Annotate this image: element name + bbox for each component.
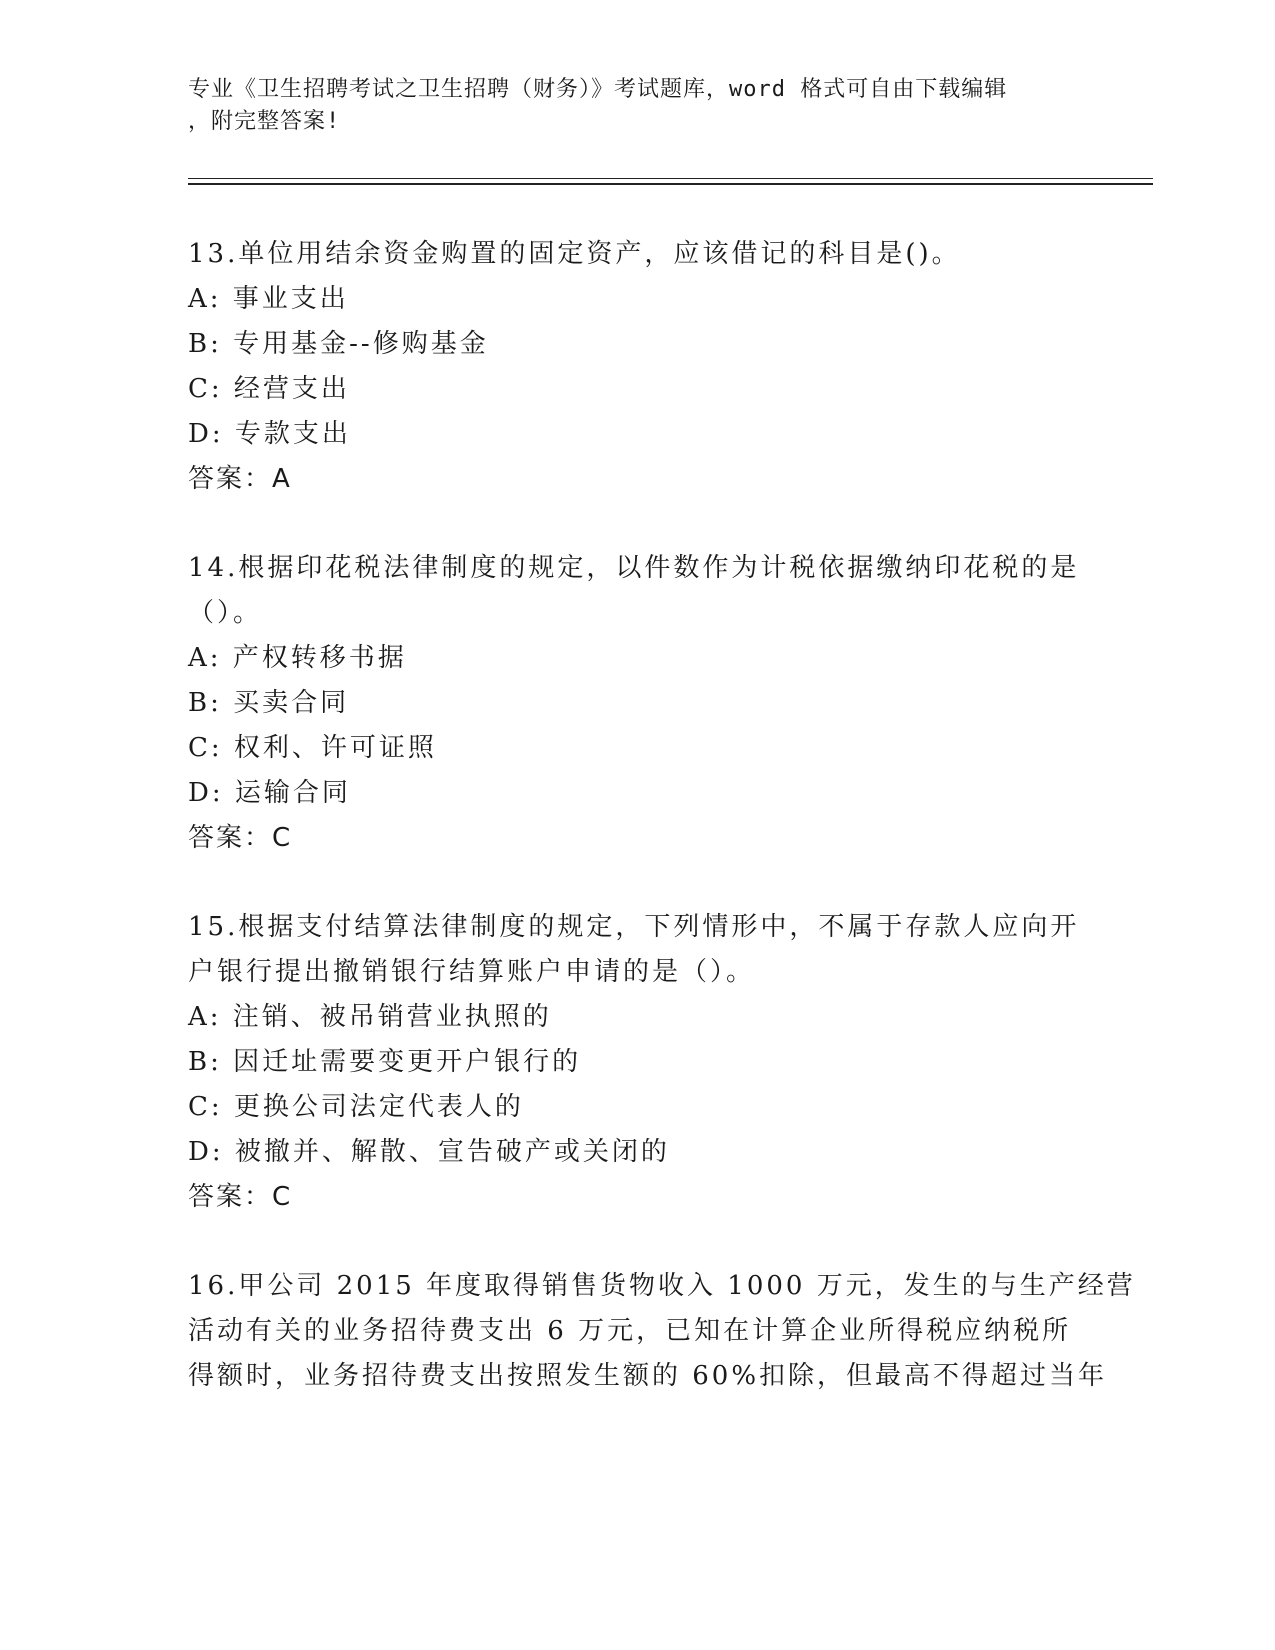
header-line: 专业《卫生招聘考试之卫生招聘（财务）》考试题库，word 格式可自由下载编辑: [188, 77, 1008, 102]
question-text-line: 户银行提出撤销银行结算账户申请的是（）。: [188, 957, 756, 987]
header-line: ，附完整答案!: [188, 109, 341, 134]
question-text: [188, 1264, 1136, 1399]
question-text-line: 活动有关的业务招待费支出 6 万元，已知在计算企业所得税应纳税所: [188, 1316, 1072, 1346]
question-16: [188, 1264, 1136, 1399]
question-14: [188, 546, 1088, 861]
question-13: [188, 232, 1088, 502]
question-text-line: 13.单位用结余资金购置的固定资产，应该借记的科目是()。: [188, 239, 961, 269]
question-text: [188, 546, 1088, 636]
question-15: [188, 905, 1088, 1220]
question-text: [188, 905, 1088, 995]
question-text-line: 14.根据印花税法律制度的规定，以件数作为计税依据缴纳印花税的是: [188, 553, 1080, 583]
option-d: D: 运输合同: [188, 778, 351, 808]
option-b: B: 专用基金--修购基金: [188, 329, 489, 359]
question-text: [188, 232, 1088, 277]
option-d: D: 被撤并、解散、宣告破产或关闭的: [188, 1137, 670, 1167]
option-a: A: 事业支出: [188, 284, 349, 314]
question-text-line: （）。: [188, 598, 263, 628]
answer: 答案：C: [188, 823, 293, 853]
header-divider-thin: [188, 178, 1153, 179]
option-b: B: 买卖合同: [188, 688, 350, 718]
answer: 答案：A: [188, 464, 292, 494]
header-divider-thick: [188, 183, 1153, 185]
option-a: A: 注销、被吊销营业执照的: [188, 1002, 552, 1032]
question-text-line: 得额时，业务招待费支出按照发生额的 60%扣除，但最高不得超过当年: [188, 1361, 1108, 1391]
document-header: [188, 74, 1088, 138]
question-text-line: 15.根据支付结算法律制度的规定，下列情形中，不属于存款人应向开: [188, 912, 1080, 942]
option-c: C: 更换公司法定代表人的: [188, 1092, 524, 1122]
option-c: C: 权利、许可证照: [188, 733, 437, 763]
option-b: B: 因迁址需要变更开户银行的: [188, 1047, 582, 1077]
question-text-line: 16.甲公司 2015 年度取得销售货物收入 1000 万元，发生的与生产经营: [188, 1271, 1136, 1301]
question-list: [188, 232, 1136, 1443]
option-d: D: 专款支出: [188, 419, 351, 449]
answer: 答案：C: [188, 1182, 293, 1212]
option-c: C: 经营支出: [188, 374, 350, 404]
option-a: A: 产权转移书据: [188, 643, 407, 673]
